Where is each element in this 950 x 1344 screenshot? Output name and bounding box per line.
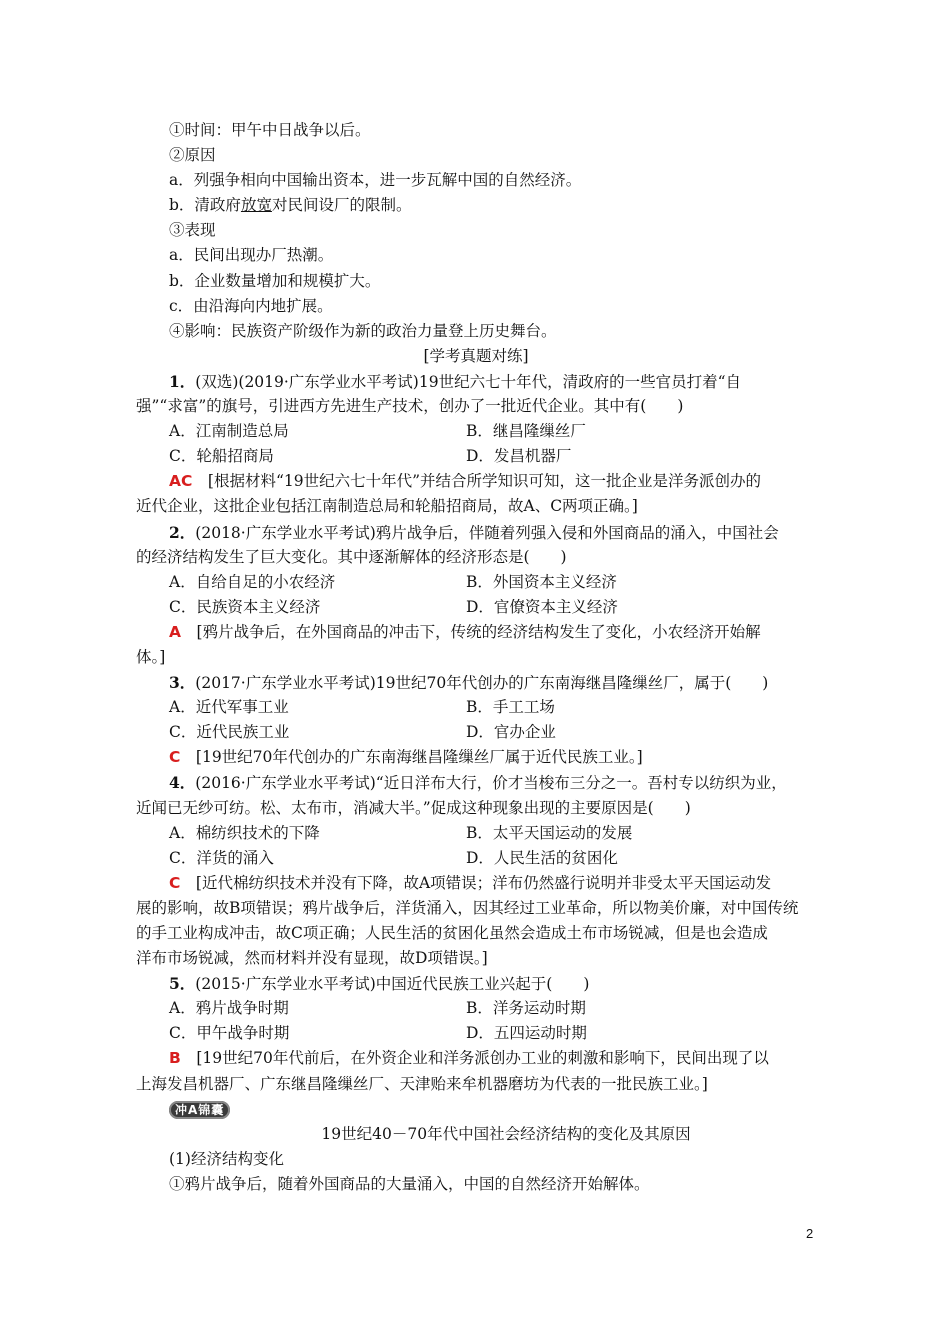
answer-explanation [136, 745, 816, 770]
explanation-text: 洋布市场锐减，然而材料并没有显现，故D项错误。] [136, 949, 488, 968]
explanation-text: 展的影响，故B项错误；鸦片战争后，洋货涌入，因其经过工业革命，所以物美价廉，对中国传统 [136, 898, 799, 917]
options-row [136, 695, 816, 720]
option-c: C．近代民族工业 [169, 723, 290, 742]
explanation-text: 的手工业构成冲击，故C项正确；人民生活的贫困化虽然会造成土布市场锐减，但是也会造成 [136, 924, 768, 942]
question-2 [136, 520, 816, 545]
explanation-text: [根据材料“19世纪六七十年代”并结合所学知识可知，这一批企业是洋务派创办的 [207, 472, 762, 491]
text-line: ①时间：甲午中日战争以后。 [169, 121, 371, 139]
question-text: (2017·广东学业水平考试)19世纪70年代创办的广东南海继昌隆缫丝厂，属于( ) [195, 674, 769, 693]
section-title: [学考真题对练] [423, 346, 529, 365]
question-number: 5． [169, 974, 196, 994]
options-row [136, 846, 816, 871]
question-number: 2． [169, 522, 196, 542]
answer-key: A [169, 622, 181, 641]
explanation-text: [近代棉纺织技术并没有下降，故A项错误；洋布仍然盛行说明并非受太平天国运动发 [195, 873, 772, 892]
question-5 [136, 971, 816, 996]
answer-explanation [136, 1046, 816, 1071]
text-line: ①鸦片战争后，随着外国商品的大量涌入，中国的自然经济开始解体。 [169, 1174, 650, 1193]
option-a: A．鸦片战争时期 [169, 999, 289, 1018]
option-d: D．官僚资本主义经济 [466, 597, 618, 616]
options-row [136, 821, 816, 846]
option-c: C．甲午战争时期 [169, 1024, 290, 1043]
question-text: 强”“求富”的旗号，引进西方先进生产技术，创办了一批近代企业。其中有( ) [136, 397, 684, 416]
answer-explanation [136, 620, 816, 645]
option-c: C．民族资本主义经济 [169, 597, 321, 616]
option-a: A．近代军事工业 [169, 698, 289, 717]
option-d: D．五四运动时期 [466, 1024, 587, 1043]
text-line: ③表现 [169, 221, 216, 240]
explanation-text: 近代企业，这批企业包括江南制造总局和轮船招商局，故A、C两项正确。] [136, 497, 638, 516]
explanation-text: [19世纪70年代创办的广东南海继昌隆缫丝厂属于近代民族工业。] [195, 748, 643, 767]
option-b: B．太平天国运动的发展 [466, 823, 633, 842]
page-content [136, 118, 816, 1197]
text-line: a．列强争相向中国输出资本，进一步瓦解中国的自然经济。 [169, 171, 582, 190]
question-1 [136, 369, 816, 394]
option-a: A．棉纺织技术的下降 [169, 823, 320, 842]
option-b: B．手工工场 [466, 698, 555, 717]
text-line: ④影响：民族资产阶级作为新的政治力量登上历史舞台。 [169, 321, 557, 340]
question-text: 的经济结构发生了巨大变化。其中逐渐解体的经济形态是( ) [136, 547, 567, 566]
option-b: B．继昌隆缫丝厂 [466, 422, 586, 441]
options-row [136, 595, 816, 620]
text-line: a．民间出现办厂热潮。 [169, 246, 334, 265]
answer-key: C [169, 748, 181, 767]
options-row [136, 570, 816, 595]
answer-explanation [136, 871, 816, 896]
tips-badge: 冲A锦囊 [169, 1101, 230, 1119]
options-row [136, 419, 816, 444]
question-number: 1． [169, 371, 196, 391]
answer-key: C [169, 873, 181, 892]
text-line [136, 193, 816, 218]
options-row [136, 996, 816, 1021]
options-row [136, 444, 816, 469]
text-span: b．清政府 [169, 196, 241, 215]
underlined-text: 放宽 [240, 196, 272, 215]
option-b: B．洋务运动时期 [466, 999, 586, 1018]
question-4 [136, 770, 816, 795]
option-c: C．洋货的涌入 [169, 848, 274, 867]
badge-row [136, 1097, 816, 1122]
question-3 [136, 670, 816, 695]
explanation-text: 体。] [136, 647, 166, 666]
option-a: A．江南制造总局 [169, 422, 289, 441]
explanation-text: 上海发昌机器厂、广东继昌隆缫丝厂、天津贻来牟机器磨坊为代表的一批民族工业。] [136, 1074, 708, 1093]
text-line: c．由沿海向内地扩展。 [169, 296, 333, 315]
page-number: 2 [806, 1226, 814, 1241]
explanation-text: [鸦片战争后，在外国商品的冲击下，传统的经济结构发生了变化，小农经济开始解 [196, 622, 761, 641]
answer-key: B [169, 1049, 181, 1068]
answer-key: AC [169, 472, 193, 491]
option-b: B．外国资本主义经济 [466, 572, 617, 591]
text-span: 对民间设厂的限制。 [271, 196, 412, 215]
text-line: (1)经济结构变化 [169, 1149, 284, 1168]
question-text: (2015·广东学业水平考试)中国近代民族工业兴起于( ) [195, 975, 590, 994]
explanation-text: [19世纪70年代前后，在外资企业和洋务派创办工业的刺激和影响下，民间出现了以 [196, 1049, 769, 1068]
option-d: D．官办企业 [466, 723, 556, 742]
text-line: ②原因 [169, 146, 216, 165]
answer-explanation [136, 469, 816, 494]
options-row [136, 720, 816, 745]
option-a: A．自给自足的小农经济 [169, 572, 336, 591]
option-d: D．人民生活的贫困化 [466, 848, 618, 867]
option-c: C．轮船招商局 [169, 447, 274, 466]
question-text: 近闻已无纱可纺。松、太布市，消减大半。”促成这种现象出现的主要原因是( ) [136, 798, 691, 817]
question-text: (2016·广东学业水平考试)“近日洋布大行，价才当梭布三分之一。吾村专以纺织为业， [195, 774, 787, 793]
question-text: (2018·广东学业水平考试)鸦片战争后，伴随着列强入侵和外国商品的涌入，中国社会 [195, 523, 779, 542]
question-text: (双选)(2019·广东学业水平考试)19世纪六七十年代，清政府的一些官员打着“自 [195, 372, 742, 391]
tips-heading: 19世纪40－70年代中国社会经济结构的变化及其原因 [321, 1124, 691, 1143]
option-d: D．发昌机器厂 [466, 447, 572, 466]
question-number: 4． [169, 773, 196, 793]
text-line: b．企业数量增加和规模扩大。 [169, 271, 381, 290]
options-row [136, 1021, 816, 1046]
question-number: 3． [169, 673, 196, 693]
